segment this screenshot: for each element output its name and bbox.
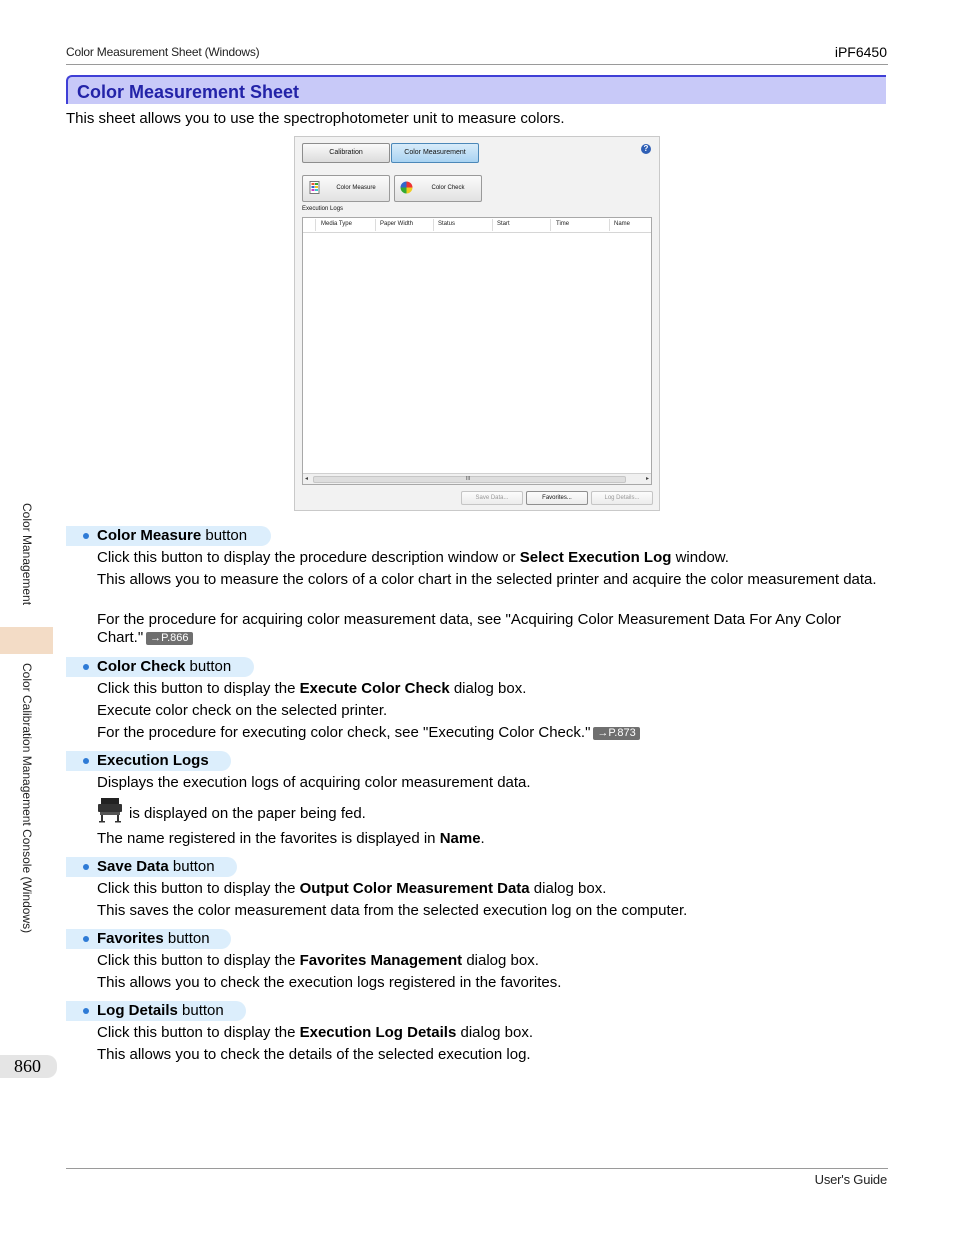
color-check-desc-2: Execute color check on the selected printer. — [97, 702, 388, 719]
item-suffix: button — [185, 658, 232, 675]
side-tab-color-management[interactable]: Color Management — [20, 503, 34, 606]
column-separator — [609, 219, 610, 231]
running-header-model: iPF6450 — [834, 44, 887, 60]
scroll-left-icon[interactable]: ◂ — [305, 476, 309, 482]
scroll-right-icon[interactable]: ▸ — [645, 476, 649, 482]
favorites-button[interactable]: Favorites... — [526, 491, 588, 505]
column-start[interactable]: Start — [497, 221, 510, 227]
section-title-bar — [66, 75, 886, 104]
execution-logs-label: Execution Logs — [302, 206, 344, 212]
list-header — [303, 218, 651, 233]
color-measure-desc-2: This allows you to measure the colors of a color chart in the selected printer and acquire the color measurement data. — [97, 571, 877, 588]
item-name: Color Measure — [97, 527, 202, 544]
side-tab-console[interactable]: Color Calibration Management Console (Windows) — [20, 663, 34, 934]
column-status[interactable]: Status — [438, 221, 456, 227]
footer-rule — [66, 1168, 888, 1169]
column-media-type[interactable]: Media Type — [321, 221, 352, 227]
color-wheel-icon — [400, 181, 413, 194]
item-name: Execution Logs — [97, 752, 209, 769]
bullet-icon — [83, 1008, 89, 1014]
item-heading-color-measure — [66, 526, 271, 546]
color-measure-label: Color Measure — [336, 185, 376, 191]
log-details-button[interactable]: Log Details... — [591, 491, 653, 505]
save-data-desc-2: This saves the color measurement data from the selected execution log on the computer. — [97, 902, 688, 919]
section-intro: This sheet allows you to use the spectrophotometer unit to measure colors. — [66, 110, 565, 127]
item-name: Log Details — [97, 1002, 178, 1019]
column-separator — [492, 219, 493, 231]
column-separator — [433, 219, 434, 231]
color-measurement-sheet-screenshot — [294, 136, 660, 511]
color-chart-icon — [308, 181, 321, 194]
log-details-desc-2: This allows you to check the details of the selected execution log. — [97, 1046, 531, 1063]
save-data-button[interactable]: Save Data... — [461, 491, 523, 505]
item-suffix: button — [163, 930, 210, 947]
page-reference-link[interactable]: →P.866 — [146, 632, 192, 645]
color-check-label: Color Check — [431, 185, 465, 191]
color-check-button[interactable] — [394, 175, 482, 202]
calibration-tab[interactable]: Calibration — [302, 143, 390, 163]
item-heading-color-check — [66, 657, 254, 677]
footer-guide-title: User's Guide — [814, 1172, 887, 1187]
color-measure-desc-3: For the procedure for acquiring color measurement data, see "Acquiring Color Measurement Data For Any Color Chart." →P.866 — [97, 611, 842, 646]
bullet-icon — [83, 936, 89, 942]
item-name: Color Check — [97, 658, 186, 675]
page-reference-link[interactable]: →P.873 — [593, 727, 639, 740]
item-heading-execution-logs — [66, 751, 231, 771]
item-suffix: button — [168, 858, 215, 875]
execution-logs-list[interactable] — [302, 217, 652, 485]
side-tab-highlight — [0, 627, 53, 654]
execution-logs-desc-3: The name registered in the favorites is displayed in Name. — [97, 830, 485, 847]
execution-logs-desc-2: is displayed on the paper being fed. — [129, 805, 366, 822]
bullet-icon — [83, 664, 89, 670]
column-paper-width[interactable]: Paper Width — [380, 221, 414, 227]
item-heading-favorites — [66, 929, 231, 949]
color-check-desc-3: For the procedure for executing color check, see "Executing Color Check." →P.873 — [97, 724, 640, 742]
column-name[interactable]: Name — [614, 221, 631, 227]
column-time[interactable]: Time — [556, 221, 570, 227]
bullet-icon — [83, 758, 89, 764]
save-data-desc-1: Click this button to display the Output Color Measurement Data dialog box. — [97, 880, 607, 897]
bullet-icon — [83, 864, 89, 870]
favorites-desc-1: Click this button to display the Favorites Management dialog box. — [97, 952, 539, 969]
item-name: Favorites — [97, 930, 164, 947]
item-heading-log-details — [66, 1001, 246, 1021]
item-suffix: button — [201, 527, 248, 544]
execution-logs-desc-1: Displays the execution logs of acquiring color measurement data. — [97, 774, 531, 791]
column-separator — [550, 219, 551, 231]
item-name: Save Data — [97, 858, 169, 875]
printer-icon — [97, 797, 123, 823]
item-suffix: button — [177, 1002, 224, 1019]
column-separator — [315, 219, 316, 231]
horizontal-scrollbar[interactable] — [303, 473, 651, 484]
page-number: 860 — [0, 1055, 57, 1078]
scroll-grip: III — [466, 476, 471, 482]
section-title: Color Measurement Sheet — [77, 82, 300, 102]
color-measurement-tab[interactable]: Color Measurement — [391, 143, 479, 163]
log-details-desc-1: Click this button to display the Execution Log Details dialog box. — [97, 1024, 534, 1041]
column-separator — [375, 219, 376, 231]
running-header-title: Color Measurement Sheet (Windows) — [66, 45, 260, 59]
color-measure-desc-1: Click this button to display the procedure description window or Select Execution Log window. — [97, 549, 729, 566]
color-measure-button[interactable] — [302, 175, 390, 202]
favorites-desc-2: This allows you to check the execution logs registered in the favorites. — [97, 974, 562, 991]
item-heading-save-data — [66, 857, 237, 877]
bullet-icon — [83, 533, 89, 539]
help-icon[interactable]: ? — [641, 144, 651, 154]
header-rule — [66, 64, 888, 65]
color-check-desc-1: Click this button to display the Execute Color Check dialog box. — [97, 680, 527, 697]
